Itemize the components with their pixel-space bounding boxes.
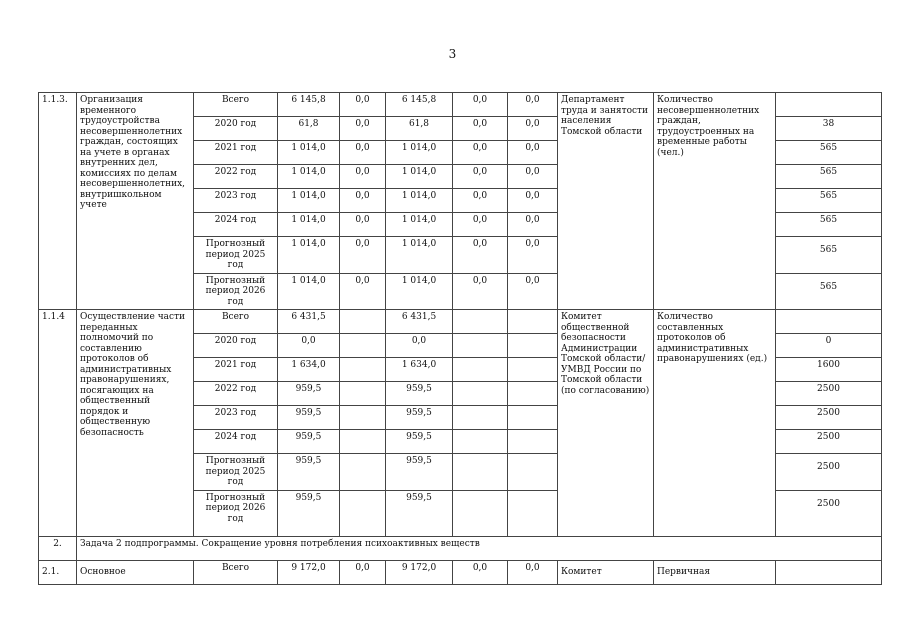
indicator-value: 565 (776, 237, 882, 274)
amount-loc (453, 334, 508, 358)
amount-fed (340, 430, 386, 454)
amount-loc (453, 358, 508, 382)
page-number: 3 (448, 47, 457, 61)
amount-total: 9 172,0 (278, 560, 340, 584)
amount-fed: 0,0 (340, 189, 386, 213)
period-cell: 2021 год (194, 141, 278, 165)
period-cell: Прогнозный период 2026 год (194, 273, 278, 310)
amount-fed: 0,0 (340, 560, 386, 584)
task-text: Задача 2 подпрограммы. Сокращение уровня потребления психоактивных веществ (77, 536, 882, 560)
indicator-cell: Количество несовершеннолетних граждан, трудоустроенных на временные работы (чел.) (654, 93, 776, 310)
period-cell: 2023 год (194, 406, 278, 430)
indicator-value: 38 (776, 117, 882, 141)
amount-other: 0,0 (508, 560, 558, 584)
amount-loc (453, 430, 508, 454)
amount-reg: 9 172,0 (386, 560, 453, 584)
amount-total: 959,5 (278, 406, 340, 430)
amount-fed: 0,0 (340, 141, 386, 165)
indicator-value (776, 560, 882, 584)
measure-name: Организация временного трудоустройства несовершеннолетних граждан, состоящих на учете в органах внутренних дел, комиссиях по делам несовершеннолетних, внутришкольном учете (77, 93, 194, 310)
amount-other: 0,0 (508, 189, 558, 213)
amount-other: 0,0 (508, 93, 558, 117)
amount-fed: 0,0 (340, 273, 386, 310)
amount-other: 0,0 (508, 213, 558, 237)
amount-loc: 0,0 (453, 273, 508, 310)
amount-other (508, 334, 558, 358)
period-cell: Прогнозный период 2026 год (194, 490, 278, 536)
program-table (38, 92, 882, 585)
amount-reg: 1 014,0 (386, 273, 453, 310)
amount-reg: 959,5 (386, 382, 453, 406)
amount-other: 0,0 (508, 273, 558, 310)
amount-loc: 0,0 (453, 141, 508, 165)
task-index: 2. (39, 536, 77, 560)
period-cell: 2022 год (194, 382, 278, 406)
period-cell: 2022 год (194, 165, 278, 189)
amount-other (508, 430, 558, 454)
amount-total: 959,5 (278, 490, 340, 536)
amount-total: 61,8 (278, 117, 340, 141)
amount-fed: 0,0 (340, 117, 386, 141)
amount-total: 1 014,0 (278, 165, 340, 189)
indicator-value: 2500 (776, 430, 882, 454)
measure-index: 2.1. (39, 560, 77, 584)
amount-loc: 0,0 (453, 560, 508, 584)
period-cell: 2021 год (194, 358, 278, 382)
amount-other: 0,0 (508, 237, 558, 274)
amount-total: 1 634,0 (278, 358, 340, 382)
measure-name: Основное (77, 560, 194, 584)
period-cell: 2024 год (194, 213, 278, 237)
amount-loc: 0,0 (453, 189, 508, 213)
amount-total: 0,0 (278, 334, 340, 358)
measure-name: Осуществление части переданных полномочий по составлению протоколов об административных правонарушениях, посягающих на общественный порядок и общественную безопасность (77, 310, 194, 537)
amount-total: 1 014,0 (278, 273, 340, 310)
indicator-value: 2500 (776, 490, 882, 536)
amount-loc (453, 454, 508, 491)
indicator-value: 2500 (776, 382, 882, 406)
amount-loc: 0,0 (453, 213, 508, 237)
amount-fed (340, 406, 386, 430)
period-cell: Всего (194, 310, 278, 334)
amount-total: 6 431,5 (278, 310, 340, 334)
amount-reg: 1 014,0 (386, 213, 453, 237)
amount-reg: 959,5 (386, 490, 453, 536)
measure-index: 1.1.3. (39, 93, 77, 310)
amount-loc (453, 382, 508, 406)
indicator-value: 565 (776, 141, 882, 165)
amount-other (508, 454, 558, 491)
amount-total: 6 145,8 (278, 93, 340, 117)
amount-fed: 0,0 (340, 93, 386, 117)
amount-other: 0,0 (508, 117, 558, 141)
measure-index: 1.1.4 (39, 310, 77, 537)
period-cell: 2020 год (194, 117, 278, 141)
table-row (39, 93, 882, 117)
amount-reg: 959,5 (386, 406, 453, 430)
amount-reg: 959,5 (386, 454, 453, 491)
indicator-value: 1600 (776, 358, 882, 382)
amount-total: 1 014,0 (278, 141, 340, 165)
period-cell: Всего (194, 93, 278, 117)
amount-other (508, 382, 558, 406)
amount-other (508, 310, 558, 334)
executor-cell: Комитет общественной безопасности Администрации Томской области/ УМВД России по Томской области (по согласованию) (558, 310, 654, 537)
indicator-value: 2500 (776, 406, 882, 430)
amount-reg: 1 014,0 (386, 189, 453, 213)
amount-fed: 0,0 (340, 165, 386, 189)
indicator-value (776, 310, 882, 334)
amount-other: 0,0 (508, 141, 558, 165)
amount-reg: 959,5 (386, 430, 453, 454)
indicator-value: 0 (776, 334, 882, 358)
amount-other (508, 358, 558, 382)
amount-fed (340, 382, 386, 406)
amount-loc: 0,0 (453, 117, 508, 141)
amount-other (508, 490, 558, 536)
indicator-value: 2500 (776, 454, 882, 491)
indicator-value: 565 (776, 213, 882, 237)
amount-fed: 0,0 (340, 213, 386, 237)
task-row (39, 536, 882, 560)
amount-total: 959,5 (278, 430, 340, 454)
amount-total: 1 014,0 (278, 237, 340, 274)
period-cell: Прогнозный период 2025 год (194, 454, 278, 491)
amount-loc (453, 406, 508, 430)
period-cell: Прогнозный период 2025 год (194, 237, 278, 274)
indicator-value: 565 (776, 189, 882, 213)
amount-fed (340, 490, 386, 536)
period-cell: 2024 год (194, 430, 278, 454)
amount-reg: 6 431,5 (386, 310, 453, 334)
indicator-cell: Количество составленных протоколов об административных правонарушениях (ед.) (654, 310, 776, 537)
indicator-cell: Первичная (654, 560, 776, 584)
amount-fed (340, 334, 386, 358)
amount-loc: 0,0 (453, 93, 508, 117)
amount-reg: 1 014,0 (386, 141, 453, 165)
period-cell: Всего (194, 560, 278, 584)
executor-cell: Комитет (558, 560, 654, 584)
amount-reg: 1 634,0 (386, 358, 453, 382)
indicator-value (776, 93, 882, 117)
amount-loc: 0,0 (453, 165, 508, 189)
amount-fed (340, 358, 386, 382)
executor-cell: Департамент труда и занятости населения Томской области (558, 93, 654, 310)
amount-total: 1 014,0 (278, 213, 340, 237)
amount-fed: 0,0 (340, 237, 386, 274)
amount-total: 959,5 (278, 454, 340, 491)
amount-loc: 0,0 (453, 237, 508, 274)
amount-total: 1 014,0 (278, 189, 340, 213)
period-cell: 2023 год (194, 189, 278, 213)
indicator-value: 565 (776, 273, 882, 310)
amount-reg: 0,0 (386, 334, 453, 358)
amount-other: 0,0 (508, 165, 558, 189)
table-row (39, 560, 882, 584)
period-cell: 2020 год (194, 334, 278, 358)
indicator-value: 565 (776, 165, 882, 189)
amount-reg: 1 014,0 (386, 237, 453, 274)
amount-other (508, 406, 558, 430)
amount-fed (340, 310, 386, 334)
amount-fed (340, 454, 386, 491)
amount-reg: 6 145,8 (386, 93, 453, 117)
amount-reg: 1 014,0 (386, 165, 453, 189)
amount-reg: 61,8 (386, 117, 453, 141)
table-body (39, 93, 882, 585)
amount-loc (453, 490, 508, 536)
amount-total: 959,5 (278, 382, 340, 406)
table-row (39, 310, 882, 334)
amount-loc (453, 310, 508, 334)
